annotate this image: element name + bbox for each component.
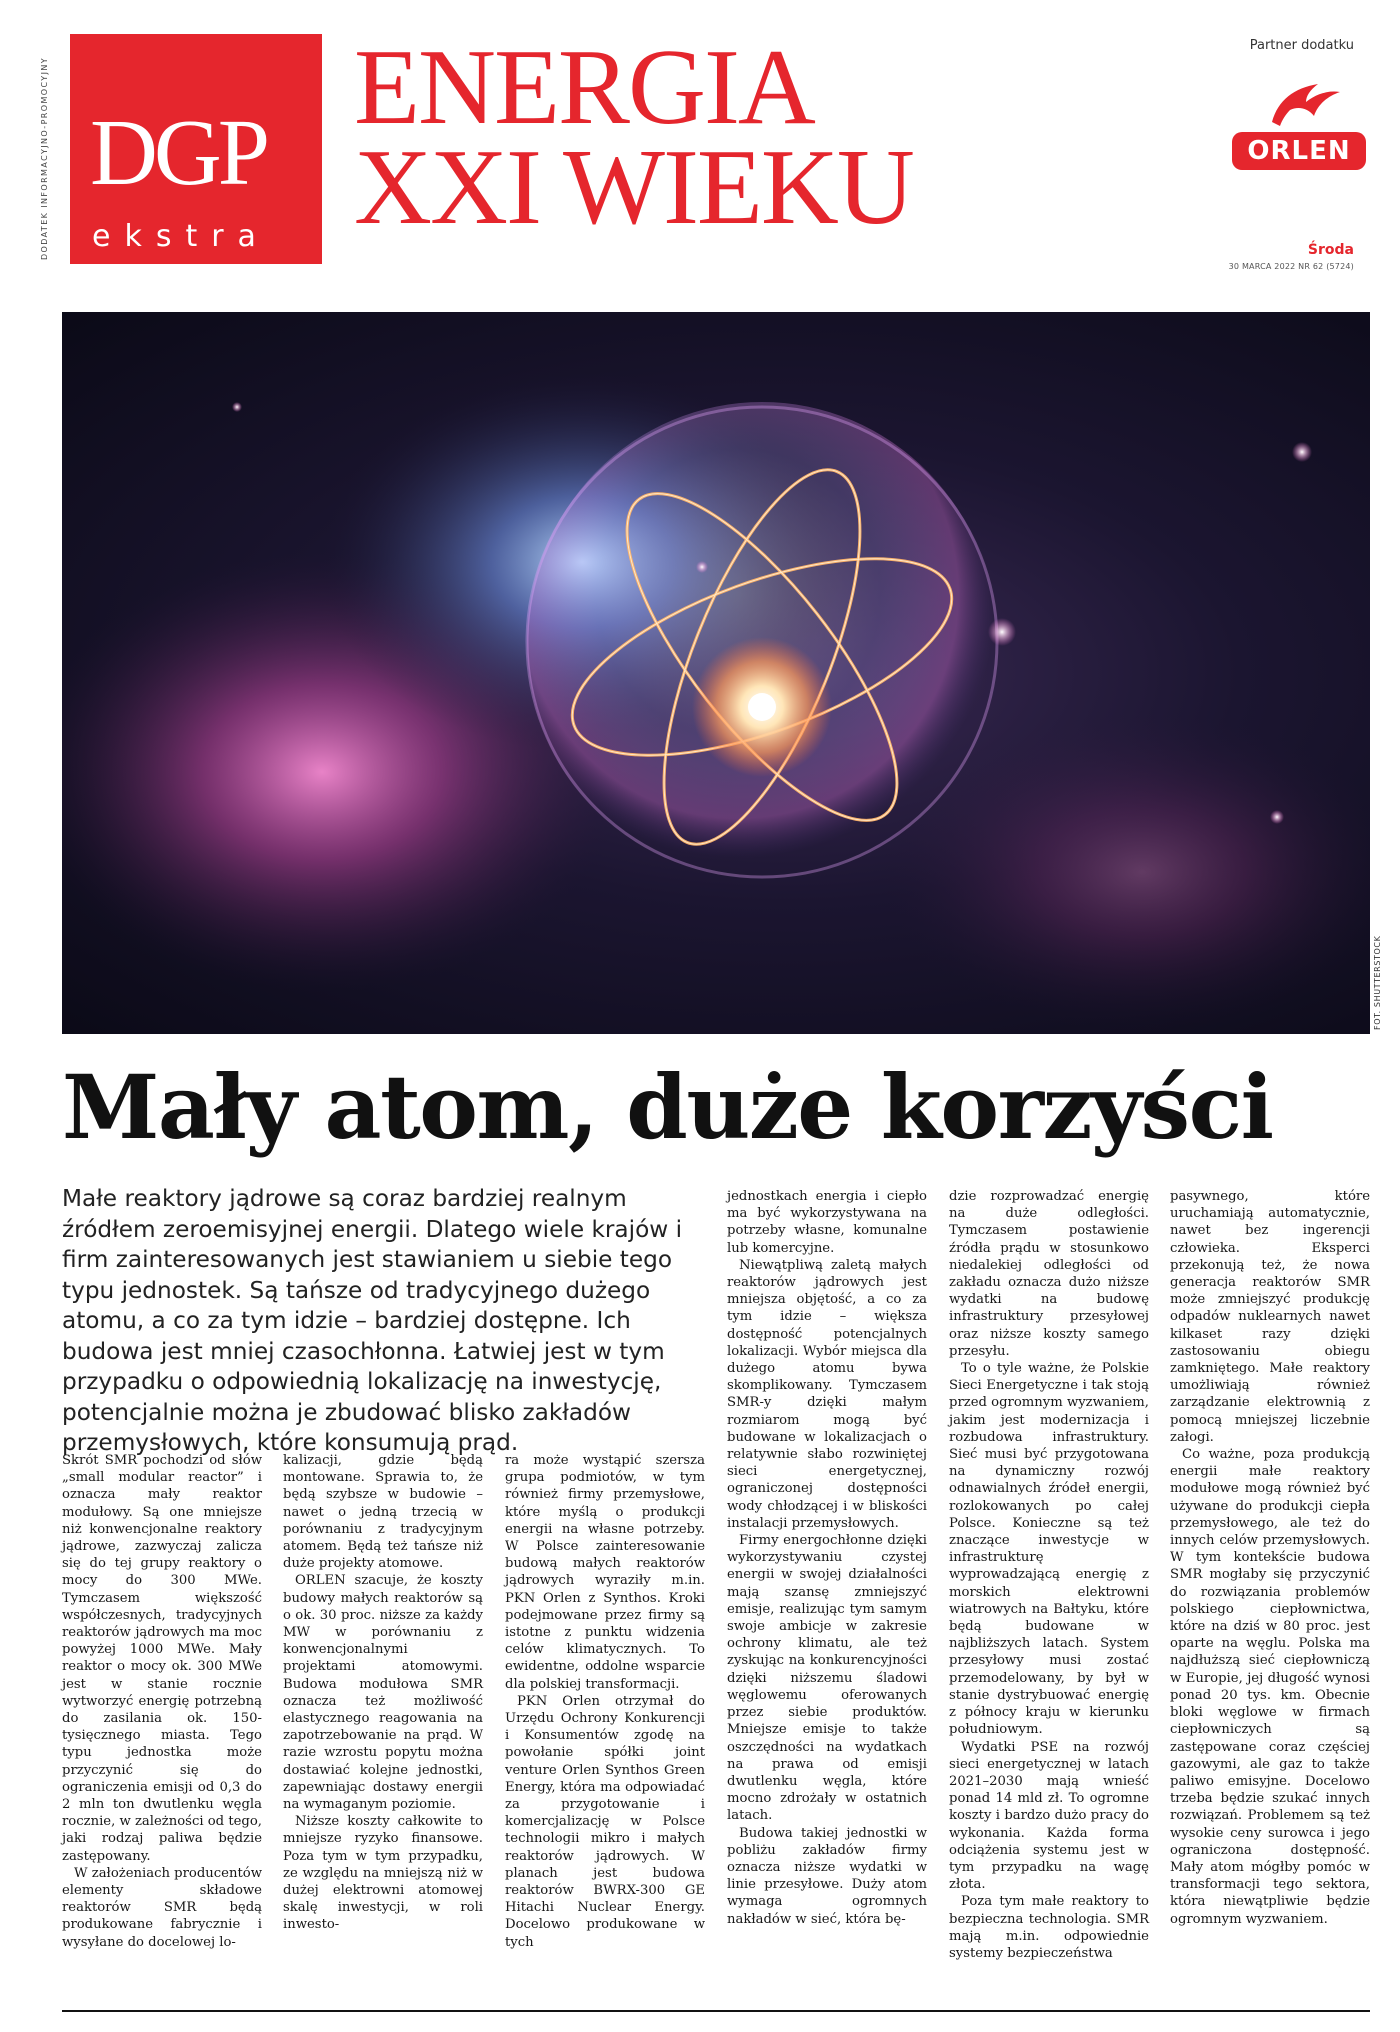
supplement-title-line2: XXI WIEKU (354, 128, 913, 247)
article-paragraph: Wydatki PSE na rozwój sieci energetycznej w latach 2021–2030 mają wnieść ponad 14 mld zł. To ogromne koszty i bardzo dużo pracy do wykonania. Każda forma odciążenia systemu jest w tym przypadku na wagę złota. (949, 1739, 1149, 1893)
ekstra-logo-text: ekstra (92, 219, 270, 254)
article-paragraph: Co ważne, poza produkcją energii małe reaktory modułowe mogą również być używane do produkcji ciepła przemysłowego, ale też do innych celów przemysłowych. W tym kontekście budowa SMR mogłaby się przyczynić do rozwiązania problemów polskiego ciepłownictwa, które na dziś w 80 proc. jest oparte na węglu. Polska ma najdłuższą sieć ciepłowniczą w Europie, jej długość wynosi ponad 20 tys. km. Obecnie bloki węglowe w firmach ciepłowniczych są zastępowane coraz częściej gazowymi, ale gaz to także paliwo emisyjne. Docelowo trzeba będzie szukać innych rozwiązań. Problemem są też wysokie ceny surowca i jego ograniczona dostępność. Mały atom mógłby pomóc w transformacji tego sektora, która niewątpliwie będzie ogromnym wyzwaniem. (1170, 1447, 1370, 1927)
article-paragraph: Budowa takiej jednostki w pobliżu zakładów firmy oznacza niższe wydatki w linie przesyłowe. Duży atom wymaga ogromnych nakładów w sieć, która bę- (727, 1825, 927, 1927)
supplement-label: DODATEK INFORMACYJNO-PROMOCYJNY (40, 56, 49, 260)
article-lead: Małe reaktory jądrowe są coraz bardziej realnym źródłem zeroemisyjnej energii. Dlatego wiele krajów i firm zainteresowanych jest stawianiem u siebie tego typu jednostek. Są tańsze od tradycyjnego dużego atomu, a co za tym idzie – bardziej dostępne. Ich budowa jest mniej czasochłonna. Łatwiej jest w tym przypadku o odpowiednią lokalizację na inwestycję, potencjalnie można je zbudować blisko zakładów przemysłowych, które konsumują prąd. (62, 1185, 683, 1456)
partner-label: Partner dodatku (1249, 38, 1354, 53)
hero-atom-illustration (62, 312, 1370, 1034)
article-paragraph: Poza tym małe reaktory to bezpieczna technologia. SMR mają m.in. odpowiednie systemy bezpieczeństwa (949, 1894, 1149, 1961)
orlen-logo[interactable] (1232, 70, 1366, 170)
article-paragraph: Niewątpliwą zaletą małych reaktorów jądrowych jest mniejsza objętość, a co za tym idzie – większa dostępność potencjalnych lokalizacji. Wybór miejsca dla dużego atomu bywa skomplikowany. Tymczasem SMR-y dzięki małym rozmiarom mogą być budowane w lokalizacjach o relatywnie słabo rozwiniętej sieci energetycznej, ograniczonej dostępności wody chłodzącej i w bliskości instalacji przemysłowych. (727, 1257, 927, 1531)
supplement-title-line1: ENERGIA (354, 28, 814, 147)
atom-graphic (62, 312, 1370, 1034)
photo-credit: FOT. SHUTTERSTOCK (1373, 935, 1382, 1030)
article-column-4 (727, 1188, 927, 1928)
article-headline: Mały atom, duże korzyści (62, 1055, 1273, 1159)
issue-date: 30 MARCA 2022 NR 62 (5724) (1228, 262, 1354, 271)
article-paragraph: kalizacji, gdzie będą montowane. Sprawia to, że będą szybsze w budowie – nawet o jedną trzecią w porównaniu z tradycyjnym atomem. Będą też tańsze niż duże projekty atomowe. (283, 1453, 483, 1572)
article-paragraph: Niższe koszty całkowite to mniejsze ryzyko finansowe. Poza tym w tym przypadku, ze względu na mniejszą niż w dużej elektrowni atomowej skalę inwestycji, w roli inwesto- (283, 1814, 483, 1933)
article-column-1 (62, 1452, 262, 1951)
article-paragraph: To o tyle ważne, że Polskie Sieci Energetyczne i tak stoją przed ogromnym wyzwaniem, jakim jest modernizacja i rozbudowa infrastruktury. Sieć musi być przygotowana na dynamiczny rozwój odnawialnych źródeł energii, rozlokowanych po całej Polsce. Konieczne są też znaczące inwestycje w infrastrukturę wyprowadzającą energię z morskich elektrowni wiatrowych na Bałtyku, które będą budowane w najbliższych latach. System przesyłowy musi zostać przemodelowany, by był w stanie dystrybuować energię z północy kraju w kierunku południowym. (949, 1361, 1149, 1738)
bottom-rule (62, 2010, 1370, 2012)
article-column-3 (505, 1452, 705, 1951)
article-paragraph: W założeniach producentów elementy składowe reaktorów SMR będą produkowane fabrycznie i wysyłane do docelowej lo- (62, 1865, 262, 1950)
article-column-2 (283, 1452, 483, 1934)
issue-day: Środa (1307, 242, 1354, 258)
article-paragraph: Skrót SMR pochodzi od słów „small modular reactor” i oznacza mały reaktor modułowy. Są one mniejsze niż konwencjonalne reaktory jądrowe, zazwyczaj zalicza się do tej grupy reaktory o mocy do 300 MWe. Tymczasem większość współczesnych, tradycyjnych reaktorów jądrowych ma moc powyżej 1000 MWe. Mały reaktor o mocy ok. 300 MWe jest w stanie rocznie wytworzyć energię potrzebną do zasilania ok. 150-tysięcznego miasta. Tego typu jednostka może przyczynić się do ograniczenia emisji od 0,3 do 2 mln ton dwutlenku węgla rocznie, w zależności od tego, jaki rodzaj paliwa będzie zastępowany. (62, 1453, 262, 1864)
orlen-eagle-icon (1232, 70, 1366, 132)
article-paragraph: jednostkach energia i ciepło ma być wykorzystywana na potrzeby własne, komunalne lub komercyjne. (727, 1189, 927, 1256)
article-column-5 (949, 1188, 1149, 1962)
dgp-logo-text: DGP (90, 101, 267, 205)
article-paragraph: ra może wystąpić szersza grupa podmiotów, w tym również firmy przemysłowe, które myślą o produkcji energii na własne potrzeby. W Polsce zainteresowanie budową małych reaktorów jądrowych wyraziły m.in. PKN Orlen z Synthos. Kroki podejmowane przez firmy są istotne z punktu widzenia celów klimatycznych. To ewidentne, oddolne wsparcie dla polskiej transformacji. (505, 1453, 705, 1692)
supplement-title (354, 28, 913, 247)
article-paragraph: pasywnego, które uruchamiają automatycznie, nawet bez ingerencji człowieka. Eksperci przekonują też, że nowa generacja reaktorów SMR może zmniejszyć produkcję odpadów nuklearnych nawet kilkaset razy dzięki zastosowaniu obiegu zamkniętego. Małe reaktory umożliwiają również zarządzanie elektrownią z pomocą mniejszej liczebnie załogi. (1170, 1189, 1370, 1445)
article-paragraph: Firmy energochłonne dzięki wykorzystywaniu czystej energii w swojej działalności mają szansę zmniejszyć emisje, realizując tym samym swoje ambicje w zakresie ochrony klimatu, ale też zyskując na konkurencyjności dzięki niższemu śladowi węglowemu oferowanych przez siebie produktów. Mniejsze emisje to także oszczędności na wydatkach na prawa od emisji dwutlenku węgla, które mocno zdrożały w ostatnich latach. (727, 1533, 927, 1824)
article-column-6 (1170, 1188, 1370, 1928)
article-paragraph: ORLEN szacuje, że koszty budowy małych reaktorów są o ok. 30 proc. niższe za każdy MW w porównaniu z konwencjonalnymi projektami atomowymi. Budowa modułowa SMR oznacza też możliwość elastycznego reagowania na zapotrzebowanie na prąd. W razie wzrostu popytu można dostawiać kolejne jednostki, zapewniając dostawy energii na wymaganym poziomie. (283, 1573, 483, 1813)
article-paragraph: PKN Orlen otrzymał do Urzędu Ochrony Konkurencji i Konsumentów zgodę na powołanie spółki joint venture Orlen Synthos Green Energy, która ma odpowiadać za przygotowanie i komercjalizację w Polsce technologii mikro i małych reaktorów jądrowych. W planach jest budowa reaktorów BWRX-300 GE Hitachi Nuclear Energy. Docelowo produkowane w tych (505, 1693, 705, 1950)
orlen-wordmark: ORLEN (1232, 132, 1366, 170)
article-paragraph: dzie rozprowadzać energię na duże odległości. Tymczasem postawienie źródła prądu w stosunkowo niedalekiej odległości od zakładu oznacza dużo niższe wydatki na budowę infrastruktury przesyłowej oraz niższe koszty samego przesyłu. (949, 1189, 1149, 1359)
dgp-ekstra-logo[interactable] (70, 34, 322, 264)
